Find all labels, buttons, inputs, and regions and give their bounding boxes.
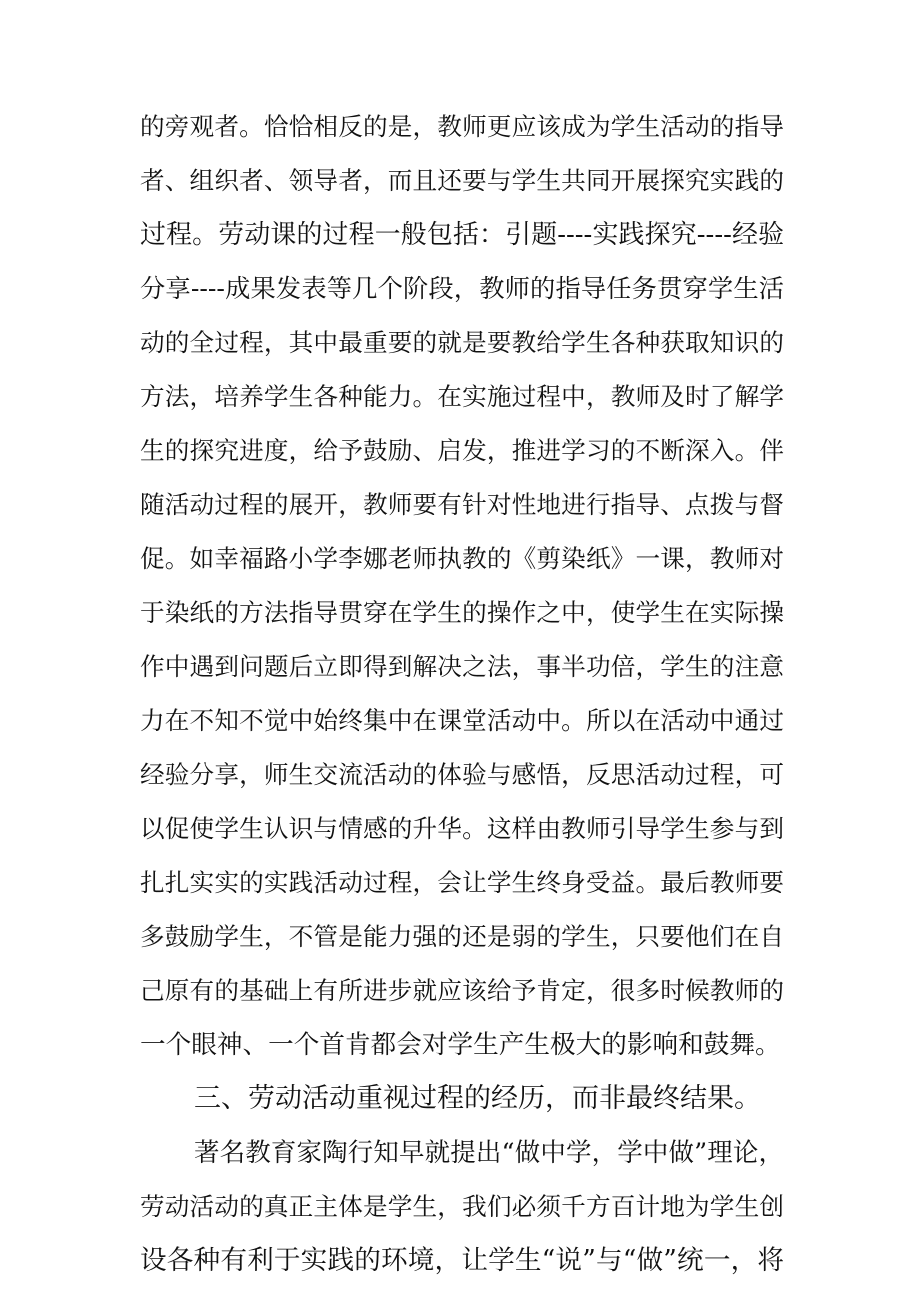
paragraph-1 bbox=[140, 100, 784, 1072]
text-line: 于染纸的方法指导贯穿在学生的操作之中，使学生在实际操 bbox=[140, 598, 784, 627]
text-line: 一个眼神、一个首肯都会对学生产生极大的影响和鼓舞。 bbox=[140, 1030, 781, 1060]
text-line: 者、组织者、领导者，而且还要与学生共同开展探究实践的 bbox=[140, 166, 784, 195]
text-line: 生的探究进度，给予鼓励、启发，推进学习的不断深入。伴 bbox=[140, 436, 784, 465]
text-line: 己原有的基础上有所进步就应该给予肯定，很多时候教师的 bbox=[140, 976, 784, 1005]
text-line: 过程。劳动课的过程一般包括：引题----实践探究----经验 bbox=[140, 220, 784, 250]
text-line: 多鼓励学生，不管是能力强的还是弱的学生，只要他们在自 bbox=[140, 922, 784, 951]
paragraph-3 bbox=[140, 1126, 784, 1288]
text-line: 随活动过程的展开，教师要有针对性地进行指导、点拨与督 bbox=[140, 490, 784, 519]
text-line: 方法，培养学生各种能力。在实施过程中，教师及时了解学 bbox=[140, 382, 784, 411]
text-line: 力在不知不觉中始终集中在课堂活动中。所以在活动中通过 bbox=[140, 706, 784, 735]
text-line: 促。如幸福路小学李娜老师执教的《剪染纸》一课，教师对 bbox=[140, 544, 784, 573]
text-line: 扎扎实实的实践活动过程，会让学生终身受益。最后教师要 bbox=[140, 868, 784, 897]
text-line: 著名教育家陶行知早就提出“做中学，学中做”理论， bbox=[194, 1138, 784, 1168]
text-line: 的旁观者。恰恰相反的是，教师更应该成为学生活动的指导 bbox=[140, 112, 784, 141]
text-line: 设各种有利于实践的环境，让学生“说”与“做”统一，将 bbox=[140, 1245, 784, 1276]
text-line: 分享----成果发表等几个阶段，教师的指导任务贯穿学生活 bbox=[140, 274, 784, 303]
section-heading bbox=[140, 1072, 784, 1126]
text-line: 经验分享，师生交流活动的体验与感悟，反思活动过程，可 bbox=[140, 760, 784, 789]
text-line: 以促使学生认识与情感的升华。这样由教师引导学生参与到 bbox=[140, 814, 784, 843]
text-line: 三、劳动活动重视过程的经历，而非最终结果。 bbox=[194, 1083, 761, 1114]
text-line: 作中遇到问题后立即得到解决之法，事半功倍，学生的注意 bbox=[140, 652, 784, 681]
text-line: 劳动活动的真正主体是学生，我们必须千方百计地为学生创 bbox=[140, 1192, 784, 1221]
text-line: 动的全过程，其中最重要的就是要教给学生各种获取知识的 bbox=[140, 328, 784, 357]
document-body bbox=[140, 100, 784, 1288]
